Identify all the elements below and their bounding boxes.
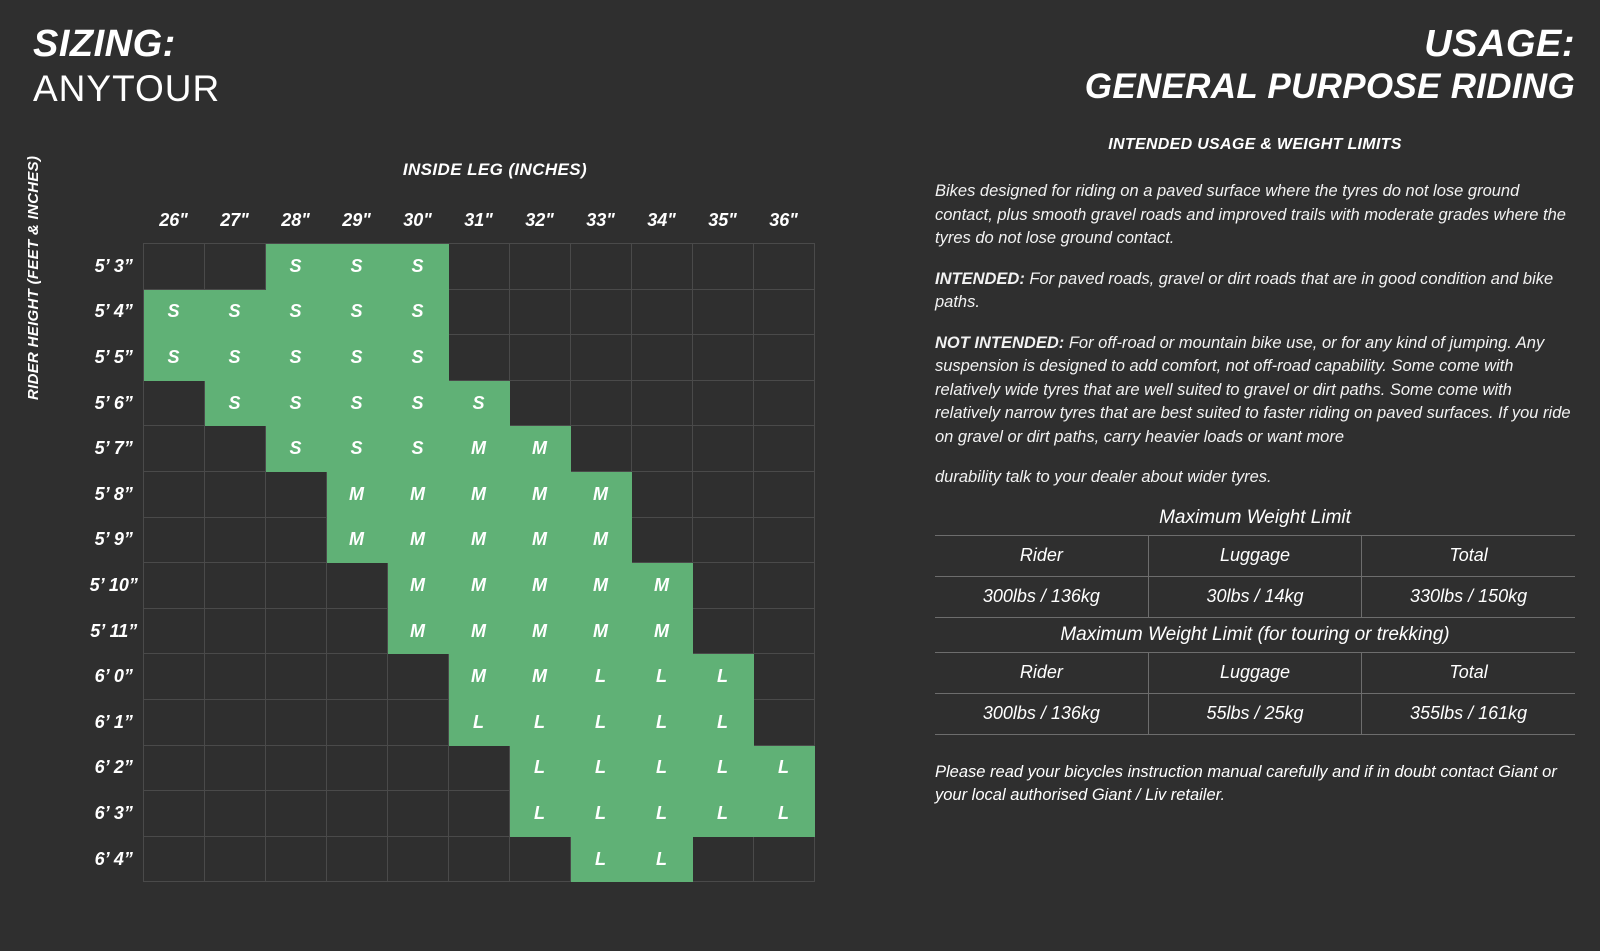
grid-row-header: 5’ 7”	[85, 426, 143, 472]
weight-limit-value: 30lbs / 14kg	[1148, 576, 1361, 617]
grid-cell-empty	[692, 289, 753, 335]
grid-column-header: 30"	[387, 198, 448, 244]
grid-cell-empty	[692, 244, 753, 290]
grid-cell-size-s: S	[387, 244, 448, 290]
grid-cell-size-s: S	[143, 289, 204, 335]
grid-cell-empty	[143, 836, 204, 882]
grid-cell-size-m: M	[631, 563, 692, 609]
grid-cell-size-m: M	[326, 517, 387, 563]
grid-cell-empty	[509, 289, 570, 335]
grid-cell-size-s: S	[265, 426, 326, 472]
weight-limit-column-header: Total	[1362, 652, 1575, 693]
grid-cell-size-l: L	[631, 700, 692, 746]
grid-row-header: 5’ 11”	[85, 608, 143, 654]
grid-cell-empty	[265, 836, 326, 882]
weight-limit-column-header: Luggage	[1148, 535, 1361, 576]
usage-paragraph-text: For paved roads, gravel or dirt roads that are in good condition and bike paths.	[935, 269, 1554, 311]
grid-cell-size-l: L	[692, 654, 753, 700]
grid-cell-size-m: M	[570, 472, 631, 518]
usage-paragraph	[935, 268, 1575, 315]
grid-cell-empty	[692, 335, 753, 381]
grid-cell-size-s: S	[265, 289, 326, 335]
grid-cell-empty	[387, 700, 448, 746]
grid-cell-empty	[204, 745, 265, 791]
grid-cell-empty	[326, 608, 387, 654]
grid-cell-empty	[448, 745, 509, 791]
grid-cell-empty	[692, 380, 753, 426]
grid-cell-empty	[570, 244, 631, 290]
sizing-grid	[85, 198, 815, 882]
usage-paragraph-lead: NOT INTENDED:	[935, 333, 1065, 352]
usage-caption: INTENDED USAGE & WEIGHT LIMITS	[1108, 136, 1402, 153]
grid-row	[85, 654, 814, 700]
grid-cell-empty	[448, 335, 509, 381]
grid-row-header: 6’ 4”	[85, 836, 143, 882]
weight-limit-column-header: Total	[1362, 535, 1575, 576]
grid-cell-size-l: L	[753, 745, 814, 791]
grid-cell-size-m: M	[387, 472, 448, 518]
grid-cell-size-m: M	[509, 654, 570, 700]
grid-cell-empty	[326, 700, 387, 746]
grid-cell-empty	[631, 517, 692, 563]
grid-cell-empty	[204, 608, 265, 654]
grid-cell-size-l: L	[631, 836, 692, 882]
model-name: ANYTOUR	[33, 68, 221, 109]
grid-cell-size-l: L	[509, 700, 570, 746]
weight-limit-table	[935, 535, 1575, 618]
grid-cell-size-s: S	[387, 335, 448, 381]
grid-cell-size-s: S	[326, 244, 387, 290]
grid-cell-empty	[387, 836, 448, 882]
grid-row-header: 5’ 3”	[85, 244, 143, 290]
grid-cell-empty	[631, 472, 692, 518]
grid-cell-empty	[753, 700, 814, 746]
grid-cell-size-m: M	[326, 472, 387, 518]
grid-cell-size-s: S	[265, 244, 326, 290]
grid-cell-size-s: S	[265, 335, 326, 381]
grid-column-header: 35"	[692, 198, 753, 244]
usage-paragraph	[935, 466, 1575, 490]
grid-cell-empty	[509, 380, 570, 426]
weight-limit-value: 55lbs / 25kg	[1148, 693, 1361, 734]
grid-cell-size-m: M	[448, 472, 509, 518]
grid-cell-empty	[753, 426, 814, 472]
grid-cell-empty	[570, 426, 631, 472]
weight-limit-column-header: Rider	[935, 535, 1148, 576]
grid-cell-empty	[753, 608, 814, 654]
grid-row	[85, 426, 814, 472]
grid-cell-size-l: L	[692, 791, 753, 837]
grid-cell-empty	[631, 289, 692, 335]
grid-column-header: 26"	[143, 198, 204, 244]
usage-paragraph-text: Bikes designed for riding on a paved surface where the tyres do not lose ground contact, plus smooth gravel roads and improved trails with moderate grades where the tyres do not lose ground contact.	[935, 182, 1566, 247]
weight-limit-column-header: Rider	[935, 652, 1148, 693]
grid-cell-empty	[753, 836, 814, 882]
grid-row-header: 5’ 8”	[85, 472, 143, 518]
grid-cell-size-m: M	[448, 608, 509, 654]
grid-cell-empty	[143, 380, 204, 426]
usage-paragraph	[935, 180, 1575, 251]
grid-cell-empty	[265, 654, 326, 700]
weight-limit-value: 300lbs / 136kg	[935, 576, 1148, 617]
grid-cell-size-m: M	[509, 563, 570, 609]
usage-subtitle: GENERAL PURPOSE RIDING	[1084, 67, 1575, 106]
grid-cell-size-l: L	[631, 791, 692, 837]
grid-cell-empty	[387, 791, 448, 837]
grid-cell-size-l: L	[570, 836, 631, 882]
weight-limit-heading: Maximum Weight Limit	[1159, 506, 1351, 528]
grid-cell-empty	[692, 608, 753, 654]
grid-cell-size-m: M	[509, 517, 570, 563]
grid-cell-empty	[387, 745, 448, 791]
grid-cell-size-l: L	[448, 700, 509, 746]
grid-cell-empty	[509, 335, 570, 381]
grid-cell-empty	[448, 289, 509, 335]
grid-row	[85, 700, 814, 746]
grid-row-header: 6’ 1”	[85, 700, 143, 746]
grid-row-header: 5’ 9”	[85, 517, 143, 563]
grid-cell-size-s: S	[204, 335, 265, 381]
grid-cell-empty	[692, 472, 753, 518]
grid-column-header: 33"	[570, 198, 631, 244]
grid-cell-empty	[143, 244, 204, 290]
weight-limit-header-row	[935, 652, 1575, 693]
grid-row-header: 5’ 4”	[85, 289, 143, 335]
grid-cell-empty	[753, 563, 814, 609]
grid-cell-empty	[143, 472, 204, 518]
grid-cell-empty	[204, 517, 265, 563]
grid-cell-empty	[448, 244, 509, 290]
grid-cell-size-m: M	[631, 608, 692, 654]
grid-cell-empty	[204, 700, 265, 746]
grid-cell-size-m: M	[509, 608, 570, 654]
usage-paragraph	[935, 332, 1575, 450]
grid-column-header: 27"	[204, 198, 265, 244]
grid-cell-size-l: L	[509, 745, 570, 791]
grid-row	[85, 335, 814, 381]
grid-cell-empty	[204, 563, 265, 609]
grid-cell-empty	[692, 563, 753, 609]
grid-cell-empty	[753, 335, 814, 381]
grid-cell-empty	[143, 517, 204, 563]
grid-cell-size-m: M	[448, 517, 509, 563]
grid-cell-empty	[326, 745, 387, 791]
grid-cell-empty	[265, 745, 326, 791]
weight-limit-value: 355lbs / 161kg	[1362, 693, 1575, 734]
grid-cell-size-s: S	[387, 426, 448, 472]
weight-limit-tables	[935, 507, 1575, 735]
usage-paragraph-lead: INTENDED:	[935, 269, 1025, 288]
grid-cell-empty	[204, 654, 265, 700]
weight-limit-table	[935, 652, 1575, 735]
grid-cell-empty	[448, 836, 509, 882]
grid-row	[85, 791, 814, 837]
grid-cell-empty	[326, 791, 387, 837]
grid-cell-empty	[570, 289, 631, 335]
grid-cell-empty	[143, 654, 204, 700]
grid-cell-empty	[753, 289, 814, 335]
grid-row	[85, 608, 814, 654]
usage-panel	[935, 0, 1575, 951]
weight-limit-header-row	[935, 535, 1575, 576]
grid-row	[85, 563, 814, 609]
usage-paragraph-text: For off-road or mountain bike use, or for any kind of jumping. Any suspension is designed to add comfort, not off-road capability. Some come with relatively wide tyres that are well suited to gravel or dirt paths. Some come with relatively narrow tyres that are best suited to faster riding on paved surfaces. If you ride on gravel or dirt paths, carry heavier loads or want more	[935, 333, 1571, 446]
grid-cell-size-l: L	[631, 745, 692, 791]
weight-limit-value: 330lbs / 150kg	[1362, 576, 1575, 617]
grid-cell-size-s: S	[326, 380, 387, 426]
grid-cell-empty	[326, 563, 387, 609]
grid-header-row	[85, 198, 814, 244]
grid-cell-empty	[326, 654, 387, 700]
grid-cell-size-l: L	[570, 791, 631, 837]
grid-cell-empty	[143, 745, 204, 791]
grid-row-header: 6’ 3”	[85, 791, 143, 837]
grid-row	[85, 517, 814, 563]
grid-cell-empty	[631, 244, 692, 290]
grid-cell-empty	[265, 700, 326, 746]
grid-cell-empty	[753, 380, 814, 426]
grid-cell-size-m: M	[448, 563, 509, 609]
weight-limit-value: 300lbs / 136kg	[935, 693, 1148, 734]
grid-cell-size-l: L	[692, 745, 753, 791]
grid-cell-empty	[509, 244, 570, 290]
weight-limit-value-row	[935, 576, 1575, 617]
grid-row-header: 5’ 5”	[85, 335, 143, 381]
grid-cell-empty	[570, 380, 631, 426]
grid-cell-empty	[265, 608, 326, 654]
grid-cell-size-m: M	[509, 426, 570, 472]
grid-cell-empty	[692, 836, 753, 882]
grid-cell-empty	[631, 335, 692, 381]
grid-cell-empty	[204, 244, 265, 290]
grid-cell-size-s: S	[326, 335, 387, 381]
grid-column-header: 31"	[448, 198, 509, 244]
grid-column-header: 28"	[265, 198, 326, 244]
grid-cell-empty	[753, 654, 814, 700]
grid-cell-empty	[143, 791, 204, 837]
grid-cell-size-l: L	[570, 654, 631, 700]
grid-cell-empty	[631, 380, 692, 426]
grid-cell-size-m: M	[448, 654, 509, 700]
grid-cell-size-s: S	[326, 289, 387, 335]
grid-cell-empty	[753, 472, 814, 518]
grid-row	[85, 289, 814, 335]
grid-cell-empty	[387, 654, 448, 700]
grid-cell-empty	[753, 517, 814, 563]
grid-cell-size-l: L	[570, 745, 631, 791]
grid-cell-size-m: M	[570, 608, 631, 654]
grid-cell-empty	[204, 836, 265, 882]
grid-cell-size-s: S	[204, 380, 265, 426]
grid-row	[85, 836, 814, 882]
grid-cell-empty	[265, 472, 326, 518]
y-axis-label: RIDER HEIGHT (FEET & INCHES)	[25, 155, 42, 400]
grid-cell-empty	[692, 517, 753, 563]
weight-limit-column-header: Luggage	[1148, 652, 1361, 693]
grid-cell-size-s: S	[387, 289, 448, 335]
grid-cell-empty	[265, 563, 326, 609]
grid-cell-size-l: L	[570, 700, 631, 746]
usage-title: USAGE:	[1424, 23, 1575, 65]
grid-cell-size-l: L	[631, 654, 692, 700]
grid-cell-size-s: S	[326, 426, 387, 472]
grid-cell-size-s: S	[448, 380, 509, 426]
grid-row	[85, 745, 814, 791]
grid-cell-empty	[509, 836, 570, 882]
usage-footnote: Please read your bicycles instruction manual carefully and if in doubt contact Giant or your local authorised Giant / Liv retailer.	[935, 762, 1557, 804]
grid-cell-size-m: M	[387, 563, 448, 609]
grid-body	[85, 244, 814, 882]
weight-limit-value-row	[935, 693, 1575, 734]
grid-cell-empty	[448, 791, 509, 837]
grid-cell-size-l: L	[692, 700, 753, 746]
grid-cell-size-m: M	[570, 517, 631, 563]
grid-cell-empty	[631, 426, 692, 472]
page-title: SIZING:	[33, 23, 176, 65]
grid-cell-empty	[143, 563, 204, 609]
grid-cell-empty	[753, 244, 814, 290]
grid-cell-size-s: S	[204, 289, 265, 335]
usage-body	[935, 180, 1575, 490]
grid-cell-size-m: M	[387, 517, 448, 563]
grid-cell-empty	[692, 426, 753, 472]
sizing-title-block	[33, 22, 220, 112]
grid-column-header: 34"	[631, 198, 692, 244]
grid-cell-empty	[143, 426, 204, 472]
grid-cell-empty	[326, 836, 387, 882]
grid-cell-empty	[204, 472, 265, 518]
grid-column-header: 36"	[753, 198, 814, 244]
grid-cell-empty	[143, 700, 204, 746]
grid-cell-size-m: M	[387, 608, 448, 654]
grid-row-header: 6’ 0”	[85, 654, 143, 700]
grid-cell-empty	[265, 791, 326, 837]
grid-row-header: 5’ 10”	[85, 563, 143, 609]
grid-column-header: 32"	[509, 198, 570, 244]
grid-cell-size-m: M	[448, 426, 509, 472]
grid-cell-size-m: M	[509, 472, 570, 518]
grid-cell-empty	[204, 426, 265, 472]
grid-cell-size-l: L	[509, 791, 570, 837]
grid-cell-empty	[143, 608, 204, 654]
grid-cell-empty	[570, 335, 631, 381]
grid-row-header: 6’ 2”	[85, 745, 143, 791]
grid-cell-empty	[204, 791, 265, 837]
grid-cell-empty	[265, 517, 326, 563]
grid-cell-size-l: L	[753, 791, 814, 837]
grid-column-header: 29"	[326, 198, 387, 244]
grid-row-header: 5’ 6”	[85, 380, 143, 426]
grid-corner	[85, 198, 143, 244]
grid-row	[85, 472, 814, 518]
grid-row	[85, 380, 814, 426]
grid-cell-size-s: S	[265, 380, 326, 426]
x-axis-label: INSIDE LEG (INCHES)	[402, 160, 588, 179]
grid-row	[85, 244, 814, 290]
weight-limit-heading: Maximum Weight Limit (for touring or trekking)	[1060, 623, 1450, 645]
grid-cell-size-m: M	[570, 563, 631, 609]
usage-paragraph-text: durability talk to your dealer about wider tyres.	[935, 468, 1272, 486]
grid-cell-size-s: S	[143, 335, 204, 381]
grid-cell-size-s: S	[387, 380, 448, 426]
